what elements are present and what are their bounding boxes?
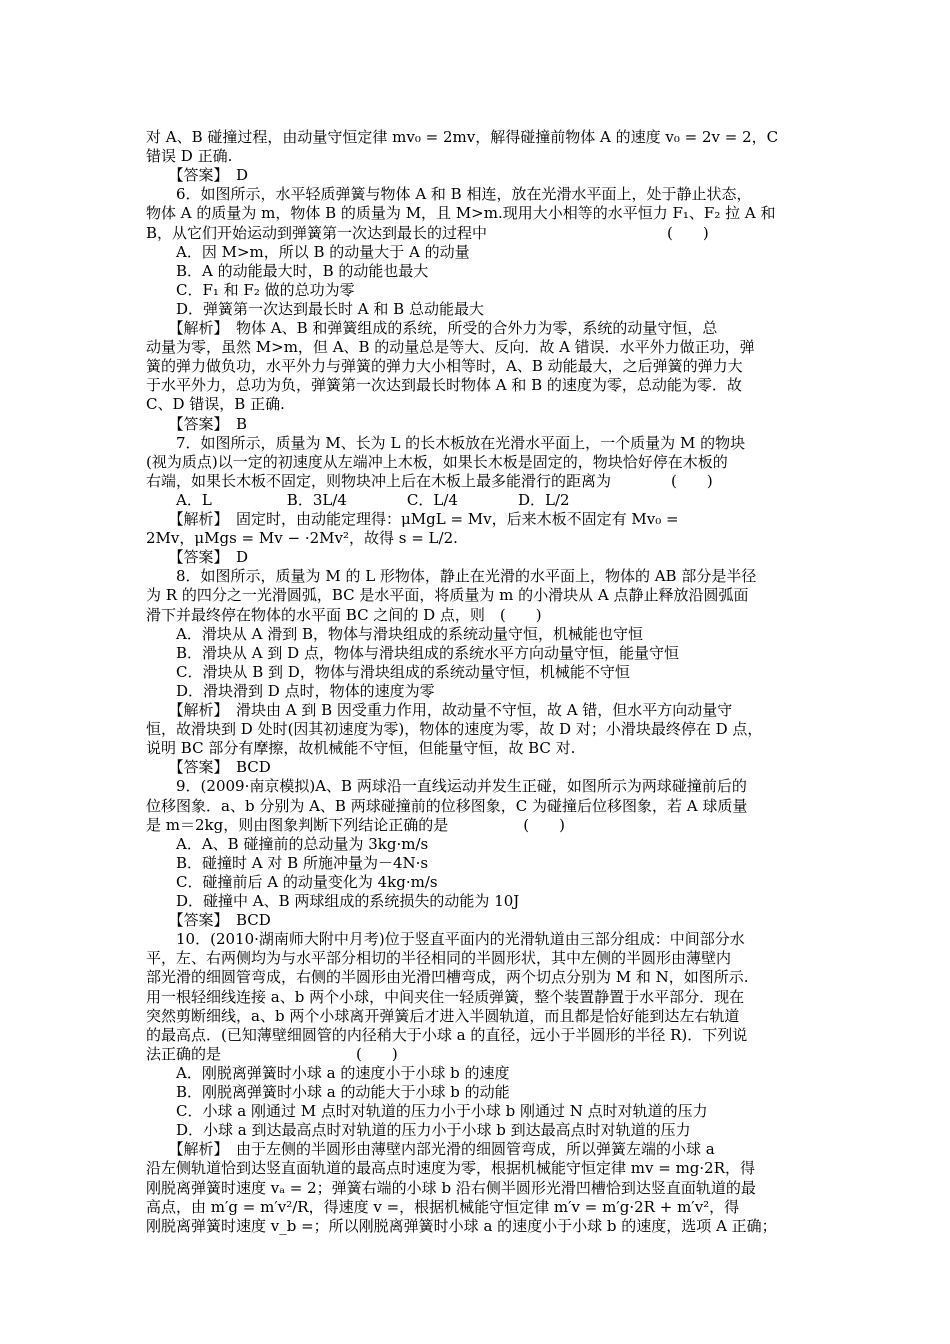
text-line: 滑下并最终停在物体的水平面 BC 之间的 D 点，则 ( ) xyxy=(146,606,542,624)
text-line: 【答案】 D xyxy=(146,548,249,566)
text-line: 高点，由 m′g = m′v²/R，得速度 v =，根据机械能守恒定律 m′v = m′g·2R + m′v²，得 xyxy=(146,1198,740,1216)
text-line: 【解析】 固定时，由动能定理得：μMgL = Mv，后来木板不固定有 Mv₀ = xyxy=(146,510,679,528)
text-line: 是 m＝2kg，则由图象判断下列结论正确的是 ( ) xyxy=(146,816,565,834)
text-line: A．因 M>m，所以 B 的动量大于 A 的动量 xyxy=(146,243,470,261)
text-line: 刚脱离弹簧时速度 v_b =；所以刚脱离弹簧时小球 a 的速度小于小球 b 的速度，选项 A 正确； xyxy=(146,1217,777,1235)
text-line: B．A 的动能最大时，B 的动能也最大 xyxy=(146,262,429,280)
text-line: 平，左、右两侧均为与水平部分相切的半径相同的半圆形状，其中左侧的半圆形由薄壁内 xyxy=(146,949,732,967)
text-line: 恒，故滑块到 D 处时(因其初速度为零)，物体的速度为零，故 D 对；小滑块最终停在 D 点， xyxy=(146,720,763,738)
text-line: 【答案】 D xyxy=(146,166,249,184)
text-line: 为 R 的四分之一光滑圆弧，BC 是水平面，将质量为 m 的小滑块从 A 点静止释放沿圆弧面 xyxy=(146,586,749,604)
text-line: C．小球 a 刚通过 M 点时对轨道的压力小于小球 b 刚通过 N 点时对轨道的压力 xyxy=(146,1102,708,1120)
text-line: C．F₁ 和 F₂ 做的总功为零 xyxy=(146,281,355,299)
text-line: 7．如图所示，质量为 M、长为 L 的长木板放在光滑水平面上，一个质量为 M 的物块 xyxy=(146,434,746,452)
text-line: D．碰撞中 A、B 两球组成的系统损失的动能为 10J xyxy=(146,892,520,910)
text-line: A．L B．3L/4 C．L/4 D．L/2 xyxy=(146,491,570,509)
text-line: 说明 BC 部分有摩擦，故机械能不守恒，但能量守恒，故 BC 对. xyxy=(146,739,576,757)
text-line: (视为质点)以一定的初速度从左端冲上木板，如果长木板是固定的，物块恰好停在木板的 xyxy=(146,453,728,471)
text-line: 于水平外力，总功为负，弹簧第一次达到最长时物体 A 和 B 的速度为零，总动能为零．故 xyxy=(146,376,742,394)
text-line: A．刚脱离弹簧时小球 a 的速度小于小球 b 的速度 xyxy=(146,1064,510,1082)
text-line: B．碰撞时 A 对 B 所施冲量为－4N·s xyxy=(146,854,429,872)
text-line: 2Mv，μMgs = Mv − ·2Mv²，故得 s = L/2. xyxy=(146,529,458,547)
text-line: 6．如图所示，水平轻质弹簧与物体 A 和 B 相连，放在光滑水平面上，处于静止状态， xyxy=(146,185,752,203)
text-line: D．小球 a 到达最高点时对轨道的压力小于小球 b 到达最高点时对轨道的压力 xyxy=(146,1121,691,1139)
text-line: 沿左侧轨道恰到达竖直面轨道的最高点时速度为零，根据机械能守恒定律 mv = mg·2R，得 xyxy=(146,1159,756,1177)
text-line: 用一根轻细线连接 a、b 两个小球，中间夹住一轻质弹簧，整个装置静置于水平部分．现在 xyxy=(146,988,745,1006)
text-line: 物体 A 的质量为 m，物体 B 的质量为 M，且 M>m.现用大小相等的水平恒力 F₁、F₂ 拉 A 和 xyxy=(146,204,776,222)
text-line: A．滑块从 A 滑到 B，物体与滑块组成的系统动量守恒，机械能也守恒 xyxy=(146,625,643,643)
text-line: 【答案】 BCD xyxy=(146,911,271,929)
text-line: 刚脱离弹簧时速度 vₐ = 2；弹簧右端的小球 b 沿右侧半圆形光滑凹槽恰到达竖直面轨道的最 xyxy=(146,1179,756,1197)
text-line: 8．如图所示，质量为 M 的 L 形物体，静止在光滑的水平面上，物体的 AB 部分是半径 xyxy=(146,567,757,585)
text-line: A．A、B 碰撞前的总动量为 3kg·m/s xyxy=(146,835,429,853)
text-line: 动量为零，虽然 M>m，但 A、B 的动量总是等大、反向．故 A 错误．水平外力做正功，弹 xyxy=(146,338,755,356)
text-line: 的最高点．(已知薄壁细圆管的内径稍大于小球 a 的直径，远小于半圆形的半径 R)．下列说 xyxy=(146,1026,748,1044)
text-line: 错误 D 正确. xyxy=(146,147,233,165)
text-line: 【答案】 BCD xyxy=(146,758,271,776)
text-line: C．碰撞前后 A 的动量变化为 4kg·m/s xyxy=(146,873,438,891)
text-line: D．滑块滑到 D 点时，物体的速度为零 xyxy=(146,682,435,700)
text-line: 【解析】 由于左侧的半圆形由薄壁内部光滑的细圆管弯成，所以弹簧左端的小球 a xyxy=(146,1140,715,1158)
text-line: 突然剪断细线，a、b 两个小球离开弹簧后才进入半圆轨道，而且都是恰好能到达左右轨道 xyxy=(146,1007,740,1025)
text-line: 【解析】 物体 A、B 和弹簧组成的系统，所受的合外力为零，系统的动量守恒，总 xyxy=(146,319,718,337)
text-line: B，从它们开始运动到弹簧第一次达到最长的过程中 ( ) xyxy=(146,224,709,242)
text-line: 法正确的是 ( ) xyxy=(146,1045,398,1063)
text-line: 簧的弹力做负功，水平外力与弹簧的弹力大小相等时，A、B 动能最大，之后弹簧的弹力大 xyxy=(146,357,743,375)
text-line: 10．(2010·湖南师大附中月考)位于竖直平面内的光滑轨道由三部分组成：中间部分水 xyxy=(146,930,745,948)
text-line: D．弹簧第一次达到最长时 A 和 B 总动能最大 xyxy=(146,300,484,318)
text-line: 9．(2009·南京模拟)A、B 两球沿一直线运动并发生正碰，如图所示为两球碰撞前后的 xyxy=(146,777,747,795)
text-line: 部光滑的细圆管弯成，右侧的半圆形由光滑凹槽弯成，两个切点分别为 M 和 N，如图所示. xyxy=(146,968,749,986)
text-line: 【解析】 滑块由 A 到 B 因受重力作用，故动量不守恒，故 A 错，但水平方向动量守 xyxy=(146,701,733,719)
text-line: B．刚脱离弹簧时小球 a 的动能大于小球 b 的动能 xyxy=(146,1083,510,1101)
text-line: 对 A、B 碰撞过程，由动量守恒定律 mv₀ = 2mv，解得碰撞前物体 A 的速度 v₀ = 2v = 2，C xyxy=(146,128,779,146)
text-line: C、D 错误，B 正确. xyxy=(146,395,285,413)
text-line: 位移图象．a、b 分别为 A、B 两球碰撞前的位移图象，C 为碰撞后位移图象，若 A 球质量 xyxy=(146,797,748,815)
text-line: 右端，如果长木板不固定，则物块冲上后在木板上最多能滑行的距离为 ( ) xyxy=(146,472,713,490)
text-line: 【答案】 B xyxy=(146,415,248,433)
text-line: C．滑块从 B 到 D，物体与滑块组成的系统动量守恒，机械能不守恒 xyxy=(146,663,630,681)
text-line: B．滑块从 A 到 D 点，物体与滑块组成的系统水平方向动量守恒，能量守恒 xyxy=(146,644,679,662)
